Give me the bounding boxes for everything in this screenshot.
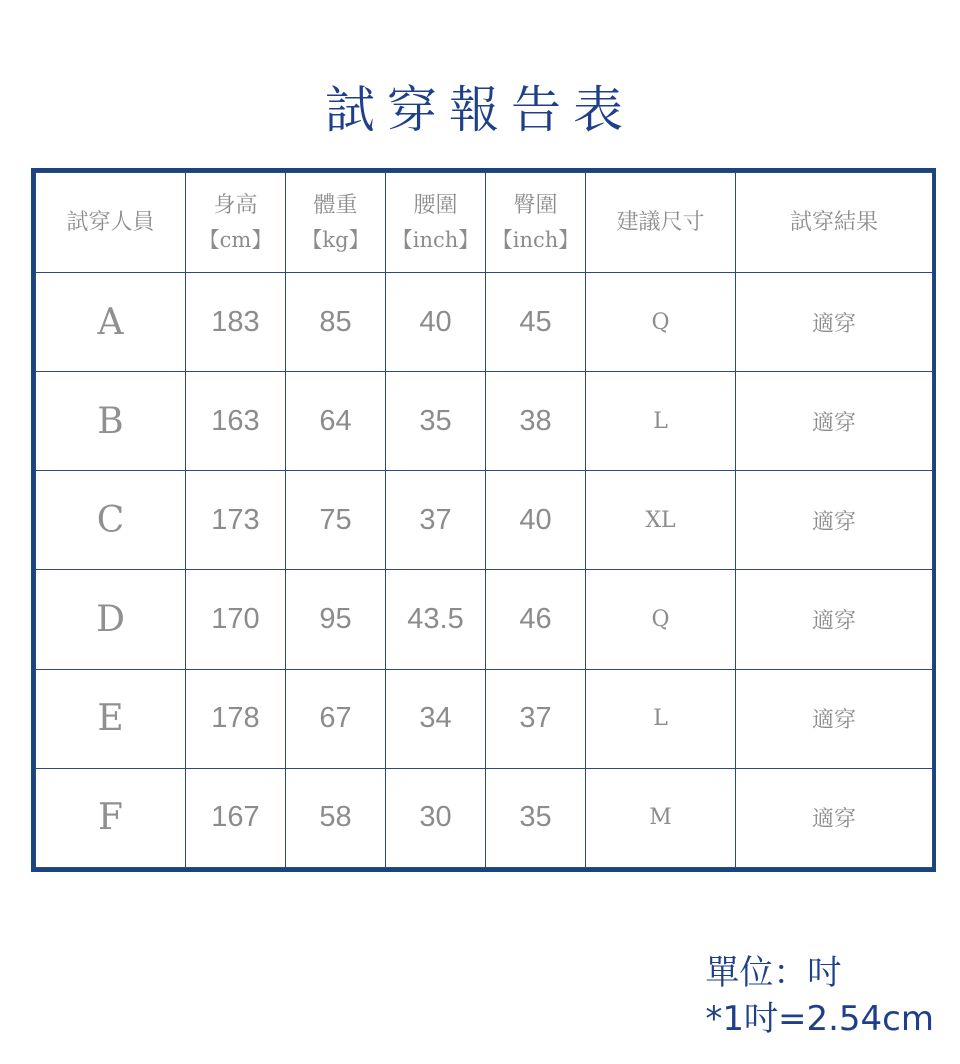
cell-hip: 46 [486, 570, 586, 669]
cell-size: M [586, 768, 736, 867]
header-tester: 試穿人員 [36, 173, 186, 273]
cell-size: Q [586, 570, 736, 669]
header-weight: 體重 【kg】 [286, 173, 386, 273]
cell-waist: 34 [386, 669, 486, 768]
header-recommended-size: 建議尺寸 [586, 173, 736, 273]
cell-person: B [36, 372, 186, 471]
cell-weight: 58 [286, 768, 386, 867]
header-waist: 腰圍 【inch】 [386, 173, 486, 273]
table-row [36, 570, 933, 669]
table-row [36, 669, 933, 768]
cell-result: 適穿 [736, 273, 933, 372]
fitting-report-table [31, 168, 936, 872]
report-table [35, 172, 933, 868]
cell-hip: 35 [486, 768, 586, 867]
cell-waist: 40 [386, 273, 486, 372]
header-fit-result: 試穿結果 [736, 173, 933, 273]
cell-weight: 64 [286, 372, 386, 471]
cell-height: 170 [186, 570, 286, 669]
cell-result: 適穿 [736, 570, 933, 669]
cell-size: Q [586, 273, 736, 372]
cell-waist: 35 [386, 372, 486, 471]
cell-hip: 37 [486, 669, 586, 768]
cell-height: 163 [186, 372, 286, 471]
conversion-line: *1吋=2.54cm [705, 999, 934, 1039]
cell-waist: 30 [386, 768, 486, 867]
cell-height: 178 [186, 669, 286, 768]
cell-weight: 75 [286, 471, 386, 570]
cell-height: 167 [186, 768, 286, 867]
cell-height: 173 [186, 471, 286, 570]
cell-hip: 45 [486, 273, 586, 372]
table-row [36, 471, 933, 570]
header-weight-unit: 【kg】 [301, 227, 370, 252]
cell-weight: 95 [286, 570, 386, 669]
header-waist-unit: 【inch】 [391, 227, 480, 252]
cell-size: L [586, 669, 736, 768]
cell-size: L [586, 372, 736, 471]
cell-person: F [36, 768, 186, 867]
cell-weight: 85 [286, 273, 386, 372]
cell-hip: 38 [486, 372, 586, 471]
cell-waist: 37 [386, 471, 486, 570]
cell-person: E [36, 669, 186, 768]
table-row [36, 273, 933, 372]
header-hip: 臀圍 【inch】 [486, 173, 586, 273]
cell-result: 適穿 [736, 471, 933, 570]
cell-weight: 67 [286, 669, 386, 768]
units-note [705, 950, 934, 1042]
cell-person: A [36, 273, 186, 372]
table-header-row [36, 173, 933, 273]
cell-hip: 40 [486, 471, 586, 570]
table-row [36, 768, 933, 867]
cell-result: 適穿 [736, 768, 933, 867]
cell-result: 適穿 [736, 669, 933, 768]
cell-person: D [36, 570, 186, 669]
cell-person: C [36, 471, 186, 570]
cell-waist: 43.5 [386, 570, 486, 669]
header-height-unit: 【cm】 [198, 227, 273, 252]
header-hip-unit: 【inch】 [491, 227, 580, 252]
page-title: 試穿報告表 [325, 81, 635, 139]
table-row [36, 372, 933, 471]
cell-size: XL [586, 471, 736, 570]
unit-line: 單位：吋 [705, 953, 842, 993]
cell-height: 183 [186, 273, 286, 372]
header-height: 身高 【cm】 [186, 173, 286, 273]
cell-result: 適穿 [736, 372, 933, 471]
